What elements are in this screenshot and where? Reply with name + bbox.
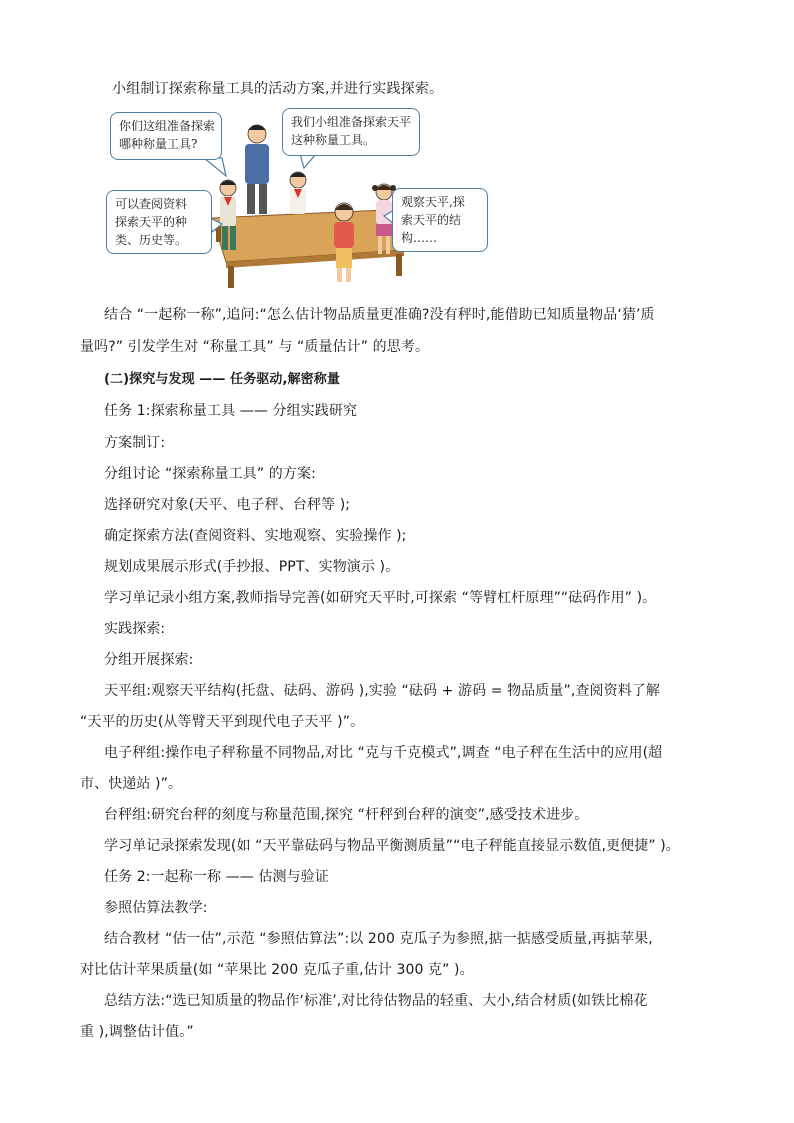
paragraph-line: 确定探索方法(查阅资料、实地观察、实验操作 );	[104, 528, 407, 544]
paragraph-line: 实践探索:	[104, 621, 166, 637]
illustration-caption: 小组制订探索称量工具的活动方案,并进行实践探索。	[112, 81, 444, 97]
task-heading: 任务 1:探索称量工具 —— 分组实践研究	[104, 403, 358, 419]
bubble-line: 构……	[401, 231, 438, 245]
paragraph-line: 对比估计苹果质量(如 “苹果比 200 克瓜子重,估计 300 克” )。	[80, 962, 474, 978]
paragraph-line: 学习单记录探索发现(如 “天平靠砝码与物品平衡测质量”“电子秤能直接显示数值,更便捷” )。	[104, 838, 680, 854]
bubble-line: 我们小组准备探索天平	[291, 115, 412, 129]
speech-bubble-student-1	[282, 108, 420, 156]
bubble-line: 可以查阅资料	[115, 197, 188, 211]
paragraph-line: 分组讨论 “探索称量工具” 的方案:	[104, 466, 316, 482]
paragraph-line: 量吗?” 引发学生对 “称量工具” 与 “质量估计” 的思考。	[80, 339, 430, 355]
section-heading: (二)探究与发现 —— 任务驱动,解密称量	[104, 372, 340, 387]
bubble-line: 这种称量工具。	[291, 133, 376, 147]
bubble-line: 你们这组准备探索	[119, 119, 216, 133]
bubble-line: 探索天平的种	[115, 215, 188, 229]
paragraph-line: 电子秤组:操作电子秤称量不同物品,对比 “克与千克模式”,调查 “电子秤在生活中的应用(超	[104, 745, 663, 761]
bubble-line: 类、历史等。	[115, 233, 188, 247]
paragraph-line: 总结方法:“选已知质量的物品作‘标准’,对比待估物品的轻重、大小,结合材质(如铁比棉花	[104, 993, 648, 1009]
paragraph-line: 重 ),调整估计值。”	[80, 1024, 194, 1040]
bubble-line: 索天平的结	[401, 213, 462, 227]
speech-bubble-teacher	[110, 112, 222, 160]
paragraph-line: 参照估算法教学:	[104, 900, 208, 916]
paragraph-line: 方案制订:	[104, 435, 166, 451]
paragraph-line: “天平的历史(从等臂天平到现代电子天平 )”。	[80, 714, 365, 730]
classroom-illustration	[104, 100, 496, 290]
paragraph-line: 结合 “一起称一称”,追问:“怎么估计物品质量更准确?没有秤时,能借助已知质量物品‘猜’质	[104, 307, 655, 323]
paragraph-line: 台秤组:研究台秤的刻度与称量范围,探究 “杆秤到台秤的演变”,感受技术进步。	[104, 807, 589, 823]
paragraph-line: 学习单记录小组方案,教师指导完善(如研究天平时,可探索 “等臂杠杆原理”“砝码作用” )。	[104, 590, 657, 606]
paragraph-line: 规划成果展示形式(手抄报、PPT、实物演示 )。	[104, 559, 400, 575]
paragraph-line: 天平组:观察天平结构(托盘、砝码、游码 ),实验 “砝码 + 游码 = 物品质量”,查阅资料了解	[104, 683, 661, 699]
paragraph-line: 分组开展探索:	[104, 652, 194, 668]
bubble-line: 哪种称量工具?	[119, 137, 198, 151]
speech-bubble-student-3	[392, 188, 488, 252]
paragraph-line: 市、快递站 )”。	[80, 776, 183, 792]
speech-bubble-student-2	[106, 190, 212, 254]
bubble-line: 观察天平,探	[401, 195, 465, 209]
paragraph-line: 结合教材 “估一估”,示范 “参照估算法”:以 200 克瓜子为参照,掂一掂感受质量,再掂苹果,	[104, 931, 653, 947]
paragraph-line: 选择研究对象(天平、电子秤、台秤等 );	[104, 497, 351, 513]
task-heading: 任务 2:一起称一称 —— 估测与验证	[104, 869, 329, 885]
